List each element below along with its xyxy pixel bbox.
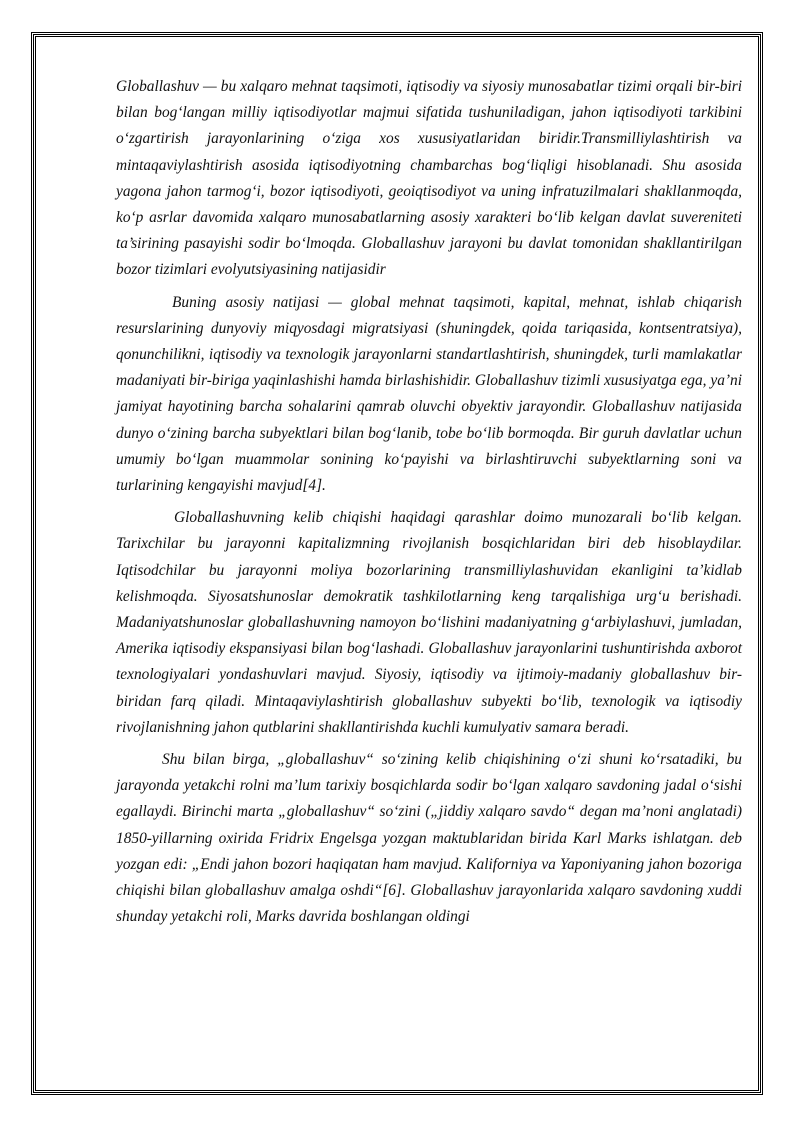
- document-body: [116, 74, 742, 937]
- paragraph-2: Buning asosiy natijasi — global mehnat taqsimoti, kapital, mehnat, ishlab chiqarish resurslarining dunyoviy miqyosdagi migratsiyasi (shuningdek, qoida tariqasida, kontsentratsiya), qonunchilikni, iqtisodiy va texnologik jarayonlarni standartlashtirish, shuningdek, turli mamlakatlar madaniyati bir-biriga yaqinlashishi hamda birlashishidir. Globallashuv tizimli xususiyatga ega, ya’ni jamiyat hayotining barcha sohalarini qamrab oluvchi obyektiv jarayondir. Globallashuv natijasida dunyo o‘zining barcha subyektlari bilan bog‘lanib, tobe bo‘lib bormoqda. Bir guruh davlatlar uchun umumiy bo‘lgan muammolar sonining ko‘payishi va birlashtiruvchi subyektlarning soni va turlarining kengayishi mavjud[4].: [116, 293, 743, 495]
- paragraph-3: Globallashuvning kelib chiqishi haqidagi qarashlar doimo munozarali bo‘lib kelgan. Tarixchilar bu jarayonni kapitalizmning rivojlanish bosqichlaridan biri deb hisoblaydilar. Iqtisodchilar bu jarayonni moliya bozorlarining transmilliylashuvidan ekanligini ta’kidlab kelishmoqda. Siyosatshunoslar demokratik tashkilotlarning keng tarqalishiga urg‘u berishadi. Madaniyatshunoslar globallashuvning namoyon bo‘lishini madaniyatning g‘arbiylashuvi, jumladan, Amerika iqtisodiy ekspansiyasi bilan bog‘lashadi. Globallashuv jarayonlarini tushuntirishda axborot texnologiyalari yondashuvlari mavjud. Siyosiy, iqtisodiy va ijtimoiy-madaniy globallashuv bir-biridan farq qiladi. Mintaqaviylashtirish globallashuv subyekti bo‘lib, texnologik va iqtisodiy rivojlanishning jahon qutblarini shakllantirishda kuchli kumulyativ samara beradi.: [116, 509, 742, 736]
- paragraph-1: Globallashuv — bu xalqaro mehnat taqsimoti, iqtisodiy va siyosiy munosabatlar tizimi orqali bir-biri bilan bog‘langan milliy iqtisodiyotlar majmui sifatida tushuniladigan, jahon iqtisodiyoti tarkibini o‘zgartirish jarayonlarining o‘ziga xos xususiyatlaridan biridir.Transmilliylashtirish va mintaqaviylashtirish asosida iqtisodiyotning chambarchas bog‘liqligi hisoblanadi. Shu asosida yagona jahon tarmog‘i, bozor iqtisodiyoti, geoiqtisodiyot va uning infratuzilmalari shakllanmoqda, ko‘p asrlar davomida xalqaro munosabatlarning asosiy xarakteri bo‘lib kelgan davlat suvereniteti ta’sirining pasayishi sodir bo‘lmoqda. Globallashuv jarayoni bu davlat tomonidan shakllantirilgan bozor tizimlari evolyutsiyasining natijasidir: [116, 78, 742, 279]
- paragraph-4: Shu bilan birga, „globallashuv“ so‘zining kelib chiqishining o‘zi shuni ko‘rsatadiki, bu jarayonda yetakchi rolni ma’lum tarixiy bosqichlarda sodir bo‘lgan xalqaro savdoning jadal o‘sishi egallaydi. Birinchi marta „globallashuv“ so‘zini („jiddiy xalqaro savdo“ degan ma’noni anglatadi) 1850-yillarning oxirida Fridrix Engelsga yozgan maktublaridan birida Karl Marks ishlatgan. deb yozgan edi: „Endi jahon bozori haqiqatan ham mavjud. Kaliforniya va Yaponiyaning jahon bozoriga chiqishi bilan globallashuv amalga oshdi“[6]. Globallashuv jarayonlarida xalqaro savdoning xuddi shunday yetakchi roli, Marks davrida boshlangan oldingi: [116, 751, 742, 926]
